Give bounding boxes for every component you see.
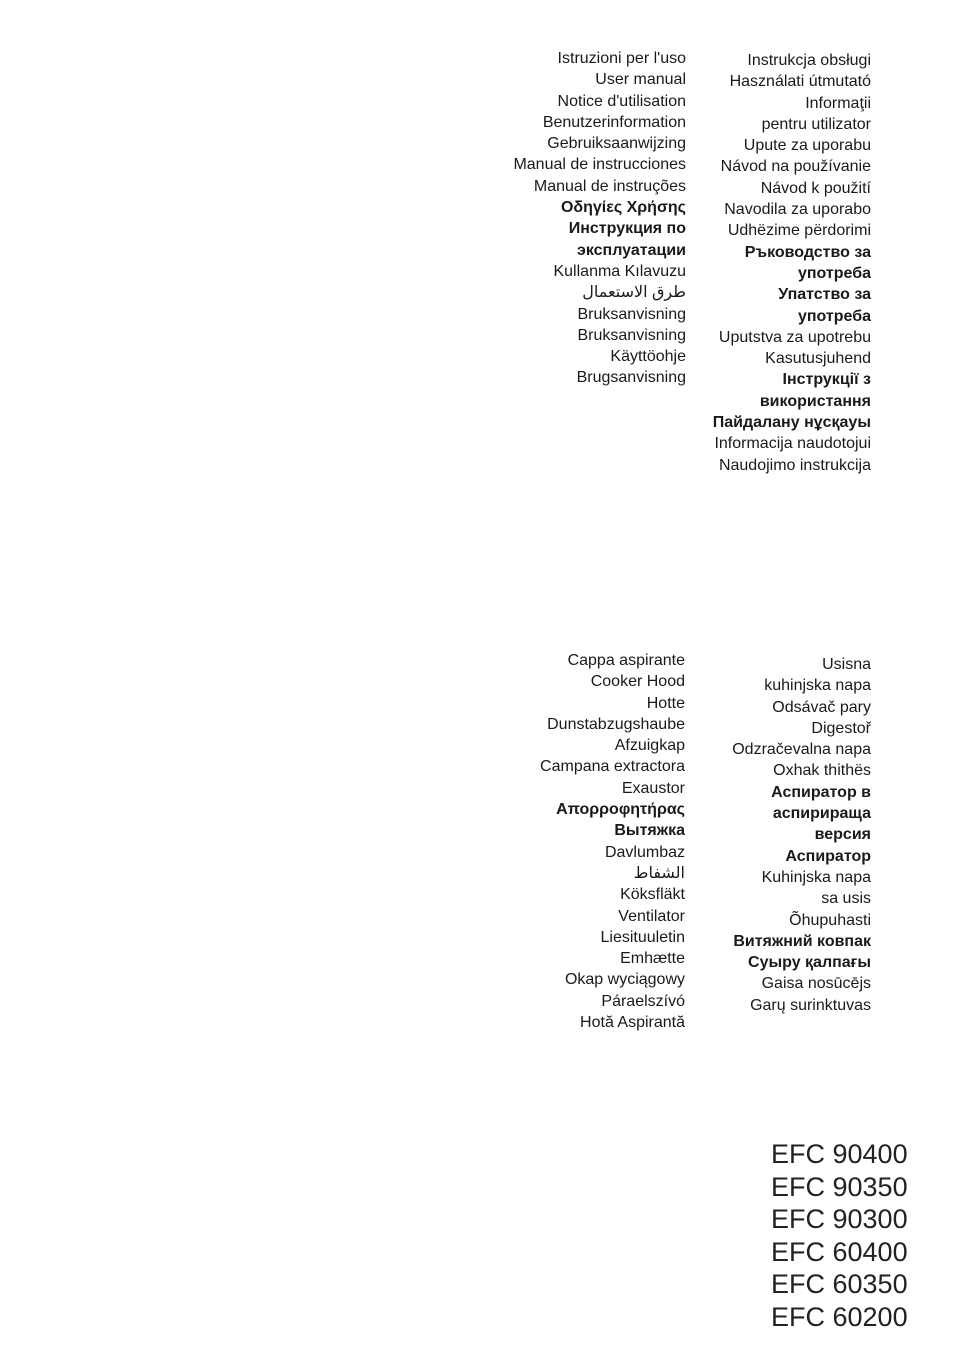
product-name: Kuhinjska napa (761, 868, 871, 886)
product-name: Cooker Hood (590, 673, 685, 691)
model-number: EFC 60200 (771, 1301, 908, 1332)
product-name: Odzračevalna napa (732, 741, 871, 759)
product-name: Garų surinktuvas (750, 996, 871, 1014)
product-name: Dunstabzugshaube (547, 715, 685, 733)
manual-title: Navodila za uporabo (724, 201, 871, 219)
manual-title: употреба (797, 307, 871, 325)
manual-title: Οδηγίες Χρήσης (560, 199, 686, 217)
model-number: EFC 60400 (771, 1236, 908, 1267)
product-name: Gaisa nosūcējs (761, 975, 871, 993)
product-name: Usisna (822, 656, 871, 673)
manual-title: Kullanma Kılavuzu (553, 262, 686, 280)
product-name: Cappa aspirante (567, 652, 685, 669)
model-number: EFC 90400 (771, 1139, 908, 1169)
product-name: الشفاط (633, 864, 685, 882)
manual-title: Упатство за (778, 286, 871, 304)
product-name: Liesituuletin (600, 928, 685, 946)
product-name: Витяжний ковпак (733, 932, 871, 950)
manual-title: Bruksanvisning (577, 305, 686, 323)
user-manual-titles-left (513, 48, 686, 389)
manual-title: эксплуатации (577, 241, 686, 259)
model-number: EFC 90350 (771, 1171, 908, 1202)
manual-title: Naudojimo instrukcija (718, 456, 871, 474)
product-name: kuhinjska napa (764, 677, 871, 695)
product-name: Campana extractora (540, 758, 685, 776)
product-names-right (732, 654, 871, 1016)
product-name: Вытяжка (614, 822, 685, 840)
manual-title: Kasutusjuhend (765, 350, 871, 368)
manual-title: Bruksanvisning (577, 326, 686, 344)
manual-title: Istruzioni per l'uso (557, 50, 686, 67)
manual-title: Gebruiksaanwijzing (547, 135, 686, 153)
product-names-left (540, 650, 685, 1033)
product-name: Odsávač pary (772, 698, 871, 716)
manual-title: Návod na používanie (720, 158, 871, 176)
manual-title: Käyttöohje (610, 348, 686, 366)
product-name: Hotă Aspirantă (580, 1014, 685, 1032)
manual-title: Udhëzime përdorimi (727, 222, 871, 240)
manual-title: Ръководство за (744, 243, 871, 261)
product-name: Суыру қалпағы (748, 954, 871, 972)
product-name: Oxhak thithës (773, 762, 871, 780)
manual-title: Benutzerinformation (542, 113, 686, 131)
manual-title: Használati útmutató (729, 73, 871, 91)
manual-title: Manual de instruções (533, 177, 686, 195)
manual-title: Informaţii (805, 94, 871, 112)
manual-title: Instrukcja obsługi (747, 52, 871, 69)
product-name: Páraelszívó (601, 992, 685, 1010)
product-name: Аспиратор (785, 847, 871, 865)
product-name: sa usis (821, 890, 871, 908)
manual-title: Notice d'utilisation (557, 92, 686, 110)
manual-title: Upute za uporabu (743, 137, 871, 155)
manual-title: pentru utilizator (761, 115, 871, 133)
product-name: Аспиратор в (771, 783, 871, 801)
manual-title: Informacija naudotojui (714, 435, 871, 453)
product-name: Okap wyciągowy (564, 971, 685, 989)
product-name: Hotte (646, 694, 685, 712)
product-name: версия (814, 826, 871, 844)
product-name: Digestoř (811, 719, 871, 737)
product-name: Ventilator (618, 907, 685, 925)
manual-title: Uputstva za upotrebu (718, 328, 871, 346)
product-name: Emhætte (620, 950, 685, 968)
manual-title: طرق الاستعمال (582, 284, 686, 302)
manual-title: Інструкції з (782, 371, 871, 389)
product-name: Afzuigkap (614, 737, 685, 755)
product-name: Õhupuhasti (789, 911, 871, 929)
manual-title: використання (759, 392, 871, 410)
manual-title: Brugsanvisning (576, 369, 686, 387)
manual-title: User manual (595, 71, 686, 89)
product-name: Απορροφητήρας (556, 801, 685, 819)
manual-title: Пайдалану нұсқауы (712, 414, 871, 432)
product-name: Davlumbaz (604, 843, 685, 861)
user-manual-titles-right (713, 50, 871, 476)
product-name: аспирираща (772, 805, 871, 823)
manual-title: Инструкция по (568, 220, 686, 238)
model-number: EFC 60350 (771, 1269, 908, 1300)
model-number-list (771, 1138, 908, 1334)
product-name: Köksfläkt (620, 886, 685, 904)
manual-title: Návod k použití (760, 179, 871, 197)
product-name: Exaustor (621, 779, 685, 797)
manual-title: употреба (797, 264, 871, 282)
model-number: EFC 90300 (771, 1204, 908, 1235)
manual-title: Manual de instrucciones (513, 156, 686, 174)
